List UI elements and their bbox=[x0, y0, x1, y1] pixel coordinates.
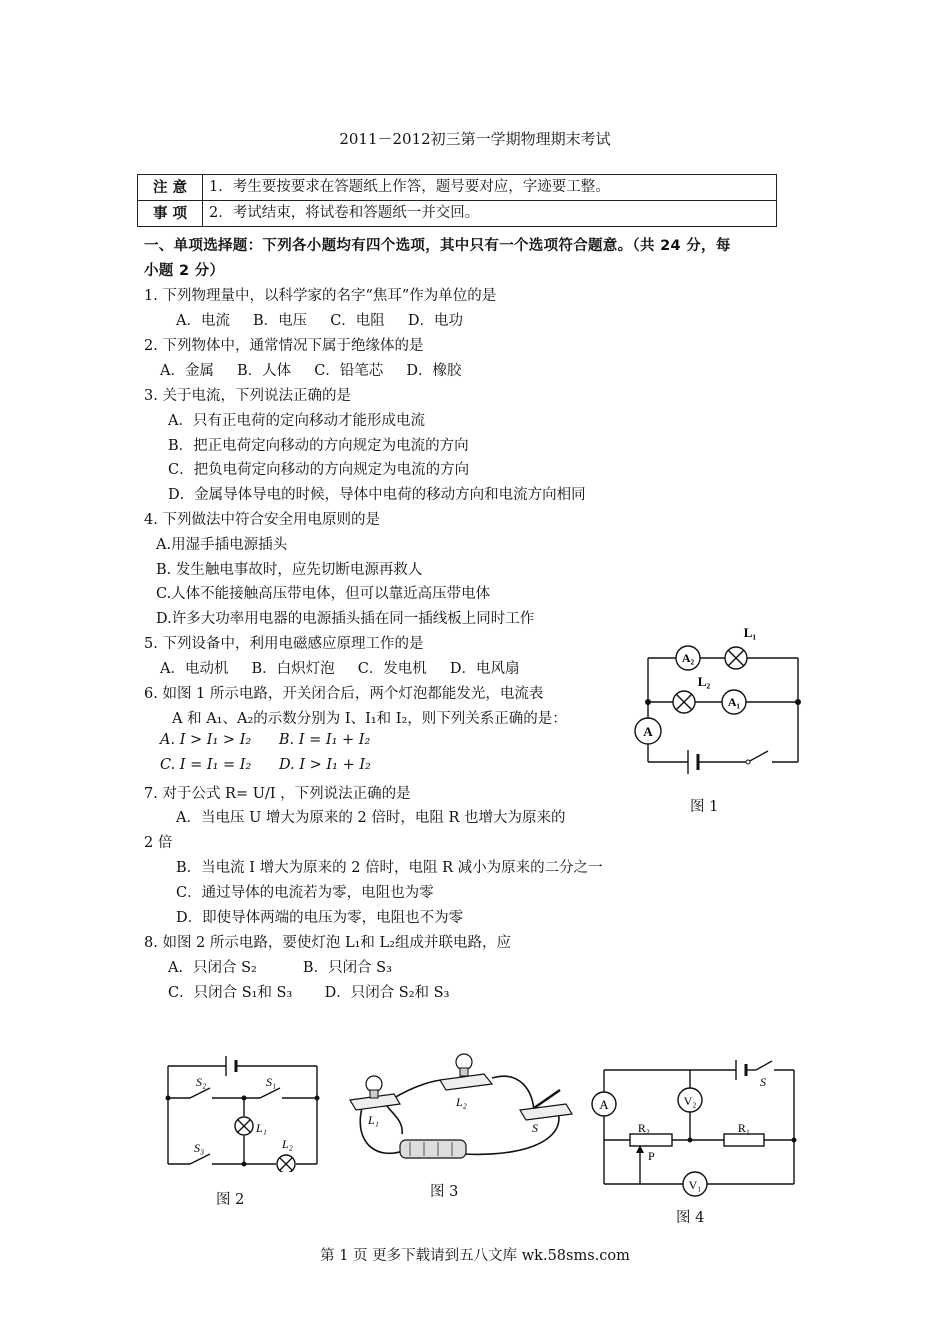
q7-option-c: C．通过导体的电流若为零，电阻也为零 bbox=[176, 885, 434, 901]
fig4-label-p: P bbox=[648, 1149, 655, 1163]
fig4-label-a: A bbox=[599, 1097, 609, 1112]
fig3-label-s: S bbox=[532, 1121, 538, 1135]
figure-3-caption: 图 3 bbox=[430, 1184, 459, 1200]
q4-option-a: A.用湿手插电源插头 bbox=[156, 537, 288, 553]
section-heading-1: 一、单项选择题：下列各小题均有四个选项，其中只有一个选项符合题意。（共 24 分，每 bbox=[144, 238, 731, 254]
q2-options: A．金属 B．人体 C．铅笔芯 D．橡胶 bbox=[160, 363, 462, 379]
q6-options-ab: A. I > I₁ > I₂ B. I = I₁ + I₂ bbox=[160, 732, 371, 748]
q6-stem-2: A 和 A₁、A₂的示数分别为 I、I₁和 I₂，则下列关系正确的是： bbox=[172, 711, 567, 727]
fig1-label-l2: L₂ bbox=[697, 674, 711, 689]
figure-3-circuit-photo bbox=[344, 1050, 576, 1172]
notice-label-1: 注 意 bbox=[138, 175, 203, 201]
q6-stem: 6. 如图 1 所示电路，开关闭合后，两个灯泡都能发光，电流表 bbox=[144, 686, 544, 702]
figure-2-circuit bbox=[160, 1052, 326, 1172]
q8-options-ab: A．只闭合 S₂ B．只闭合 S₃ bbox=[168, 960, 392, 976]
notice-item-1: 1．考生要按要求在答题纸上作答，题号要对应，字迹要工整。 bbox=[203, 175, 777, 201]
page-title: 2011－2012初三第一学期物理期末考试 bbox=[339, 130, 611, 148]
figure-4-circuit bbox=[588, 1052, 800, 1202]
battery-icon bbox=[400, 1140, 466, 1158]
fig4-label-v1: V₁ bbox=[688, 1178, 702, 1192]
fig1-label-a: A bbox=[643, 724, 653, 739]
figure-4-caption: 图 4 bbox=[676, 1210, 705, 1226]
fig1-label-a2: A₂ bbox=[681, 651, 695, 665]
fig1-label-a1: A₁ bbox=[727, 695, 741, 709]
q3-option-b: B．把正电荷定向移动的方向规定为电流的方向 bbox=[168, 438, 469, 454]
q3-option-d: D．金属导体导电的时候，导体中电荷的移动方向和电流方向相同 bbox=[168, 487, 586, 503]
page-footer: 第 1 页 更多下载请到五八文库 wk.58sms.com bbox=[320, 1248, 630, 1264]
figure-2-caption: 图 2 bbox=[216, 1192, 245, 1208]
q7-option-a-cont: 2 倍 bbox=[144, 835, 173, 851]
section-heading-2: 小题 2 分） bbox=[144, 263, 225, 279]
resistor-r1-icon bbox=[724, 1134, 764, 1146]
lamp-l2-icon bbox=[277, 1155, 295, 1172]
q3-stem: 3. 关于电流，下列说法正确的是 bbox=[144, 388, 351, 404]
q1-stem: 1. 下列物理量中，以科学家的名字“焦耳”作为单位的是 bbox=[144, 288, 497, 304]
q4-option-d: D.许多大功率用电器的电源插头插在同一插线板上同时工作 bbox=[156, 611, 535, 627]
q1-options: A．电流 B．电压 C．电阻 D．电功 bbox=[176, 313, 463, 329]
fig4-label-r2: R₂ bbox=[637, 1121, 651, 1135]
fig2-label-l2: L₂ bbox=[282, 1137, 293, 1151]
fig4-label-r1: R₁ bbox=[737, 1121, 751, 1135]
fig1-label-l1: L₁ bbox=[743, 625, 757, 640]
figure-1-circuit bbox=[626, 620, 806, 775]
q7-option-d: D．即使导体两端的电压为零，电阻也不为零 bbox=[176, 910, 464, 926]
fig4-label-v2: V₂ bbox=[683, 1094, 697, 1108]
notice-item-2: 2．考试结束，将试卷和答题纸一并交回。 bbox=[203, 201, 777, 227]
figure-1-caption: 图 1 bbox=[690, 799, 719, 815]
q3-option-a: A．只有正电荷的定向移动才能形成电流 bbox=[168, 413, 425, 429]
lamp-l1-icon bbox=[235, 1117, 253, 1135]
fig2-label-s1: S₁ bbox=[266, 1075, 277, 1089]
q8-stem: 8. 如图 2 所示电路，要使灯泡 L₁和 L₂组成并联电路，应 bbox=[144, 935, 511, 951]
q6-options-cd: C. I = I₁ = I₂ D. I > I₁ + I₂ bbox=[160, 757, 371, 773]
q4-option-c: C.人体不能接触高压带电体，但可以靠近高压带电体 bbox=[156, 586, 491, 602]
q7-option-b: B．当电流 I 增大为原来的 2 倍时，电阻 R 减小为原来的二分之一 bbox=[176, 860, 603, 876]
q7-stem: 7. 对于公式 R= U/I ，下列说法正确的是 bbox=[144, 786, 411, 802]
rheostat-r2-icon bbox=[630, 1134, 672, 1146]
notice-label-2: 事 项 bbox=[138, 201, 203, 227]
q4-option-b: B. 发生触电事故时，应先切断电源再救人 bbox=[156, 562, 423, 578]
lamp-l1-icon bbox=[725, 647, 747, 669]
q2-stem: 2. 下列物体中，通常情况下属于绝缘体的是 bbox=[144, 338, 424, 354]
lamp-l2-icon bbox=[673, 691, 695, 713]
fig3-label-l1: L₁ bbox=[368, 1113, 379, 1127]
lamp-l2-board-icon bbox=[440, 1054, 492, 1090]
q5-options: A．电动机 B．白炽灯泡 C．发电机 D．电风扇 bbox=[160, 661, 520, 677]
q3-option-c: C．把负电荷定向移动的方向规定为电流的方向 bbox=[168, 462, 470, 478]
fig2-label-l1: L₁ bbox=[256, 1121, 267, 1135]
notice-box bbox=[137, 174, 777, 227]
lamp-l1-board-icon bbox=[350, 1076, 400, 1110]
fig4-label-s: S bbox=[760, 1075, 766, 1089]
q8-options-cd: C．只闭合 S₁和 S₃ D．只闭合 S₂和 S₃ bbox=[168, 985, 450, 1001]
q7-option-a: A．当电压 U 增大为原来的 2 倍时，电阻 R 也增大为原来的 bbox=[176, 810, 566, 826]
switch-board-icon bbox=[520, 1090, 572, 1120]
fig2-label-s3: S₃ bbox=[194, 1141, 205, 1155]
q5-stem: 5. 下列设备中，利用电磁感应原理工作的是 bbox=[144, 636, 424, 652]
fig3-label-l2: L₂ bbox=[456, 1095, 467, 1109]
q4-stem: 4. 下列做法中符合安全用电原则的是 bbox=[144, 512, 380, 528]
fig2-label-s2: S₂ bbox=[196, 1075, 207, 1089]
